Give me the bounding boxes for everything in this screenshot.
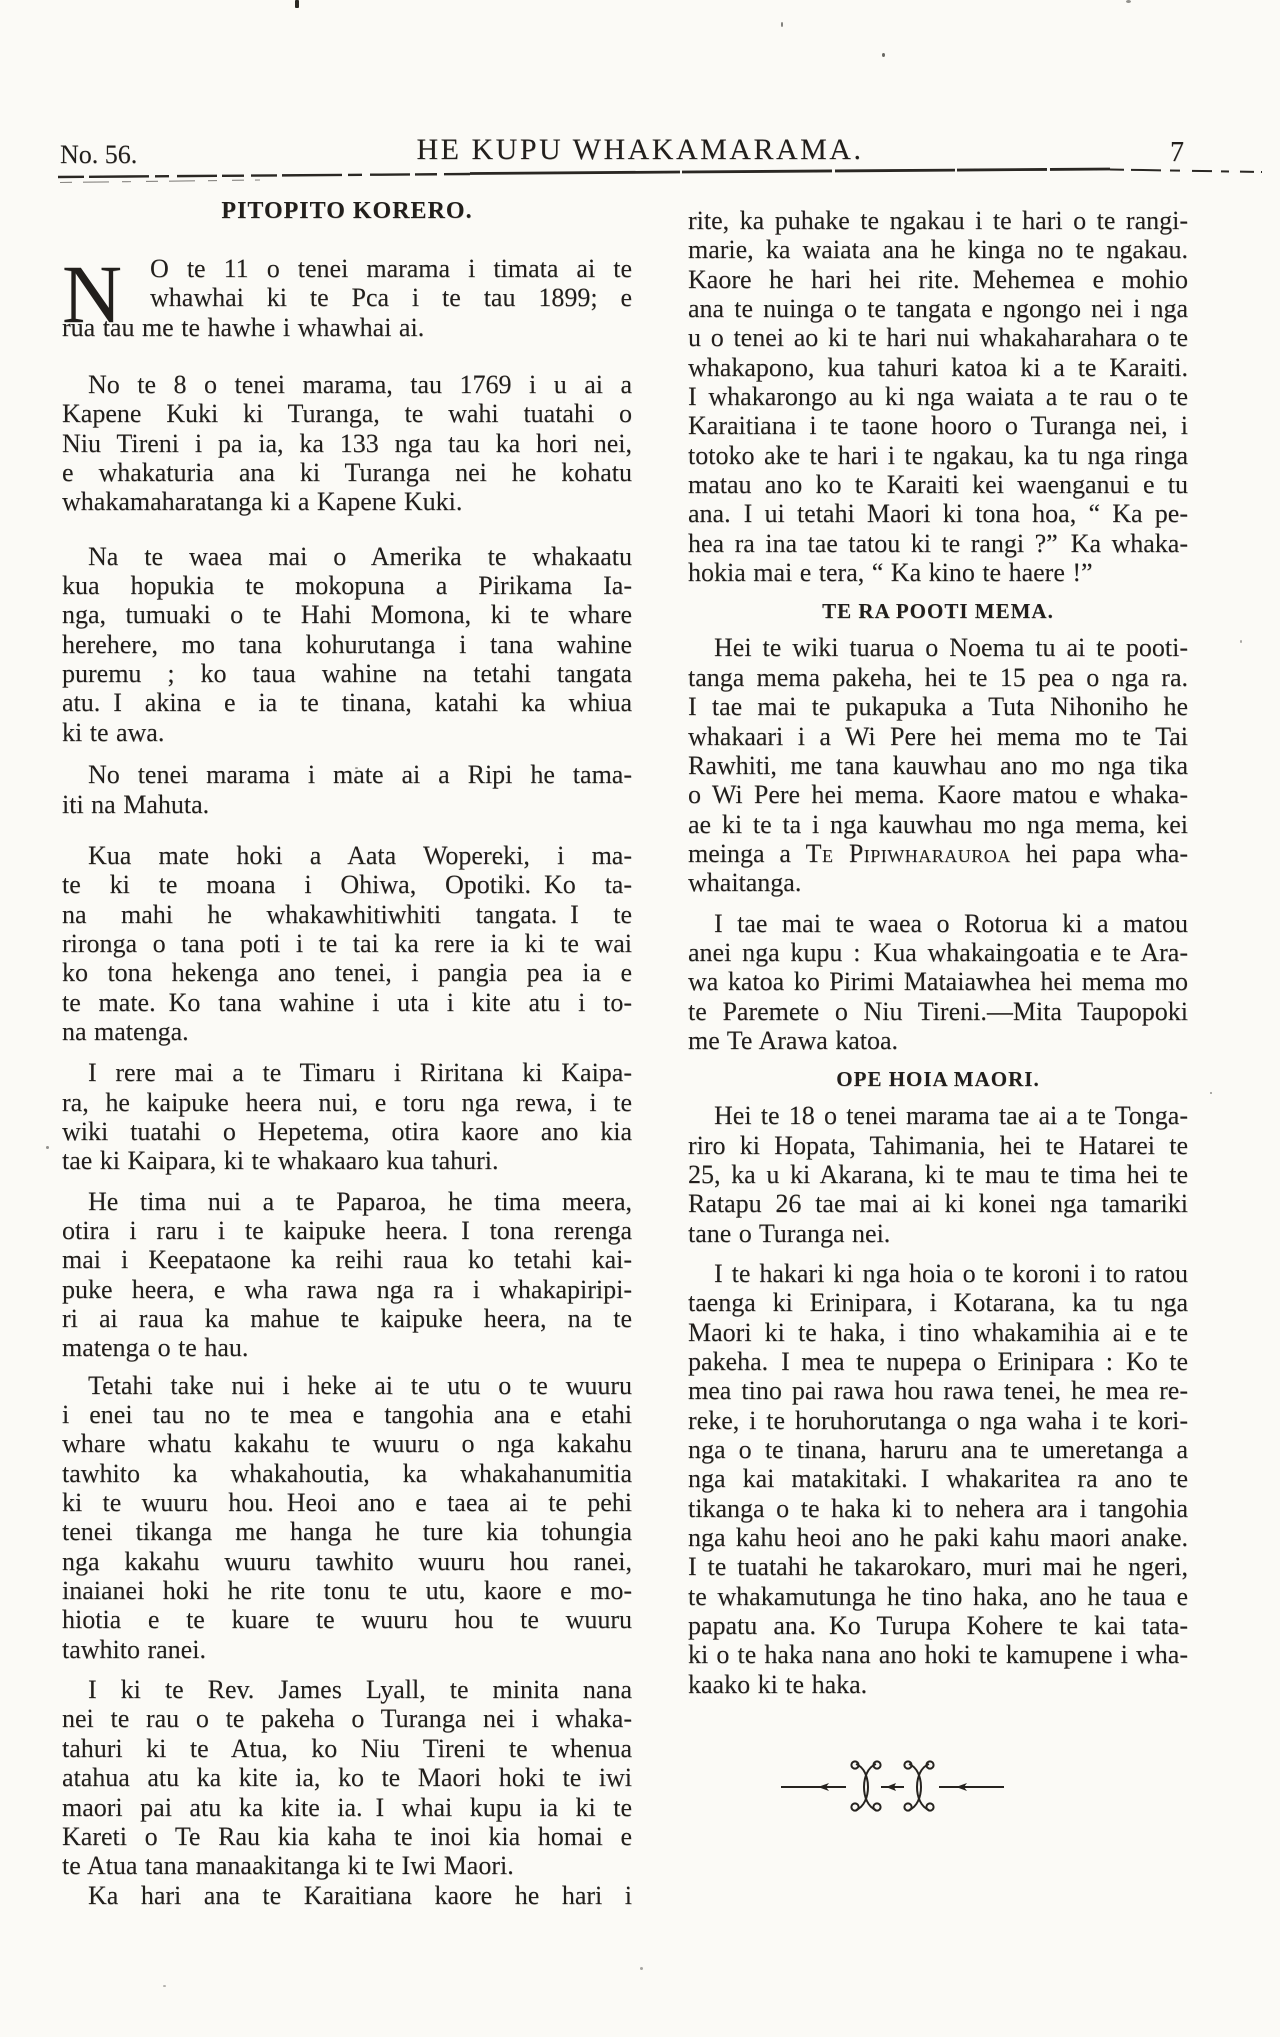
text-line: Karaitiana i te taone hooro o Turanga nei, i xyxy=(688,411,1188,441)
text-line: wiki tuatahi o Hepetema, otira kaore ano kia xyxy=(62,1116,632,1146)
right-column-body xyxy=(688,206,1188,1699)
text-line: Maori ki te haka, i tino whakamihia ai e te xyxy=(688,1317,1188,1347)
text-line: meinga a Te Pipiwharauroa hei papa wha- xyxy=(688,838,1188,868)
text-line: kua hopukia te mokopuna a Pirikama Ia- xyxy=(62,571,632,601)
text-line: ana te nuinga o te tangata e ngongo nei i nga xyxy=(688,294,1188,324)
paragraph xyxy=(62,1371,632,1664)
paragraph xyxy=(62,542,632,747)
text-line: atahua atu ka kite ia, ko te Maori hoki te iwi xyxy=(62,1763,632,1793)
text-line: I rere mai a te Timaru i Riritana ki Kaipa- xyxy=(88,1058,632,1088)
text-line: matenga o te hau. xyxy=(62,1333,249,1363)
print-speck xyxy=(46,1146,49,1149)
text-line: hiotia e te kuare te wuuru hou te wuuru xyxy=(62,1605,632,1635)
text-line: ana. I ui tetahi Maori ki tona hoa, “ Ka pe- xyxy=(688,499,1188,529)
section-heading: OPE HOIA MAORI. xyxy=(836,1067,1040,1092)
text-line: tikanga o te haka ki to nehera ara i tangohia xyxy=(688,1493,1188,1523)
text-line: u o tenei ao ki te hari nui whakaharahara o te xyxy=(688,323,1188,353)
fleuron-ornament-icon xyxy=(780,1757,1005,1815)
text-line: Niu Tireni i pa ia, ka 133 nga tau ka hori nei, xyxy=(62,428,632,458)
text-line: ki te awa. xyxy=(62,717,165,747)
text-line: te Atua tana manaakitanga ki te Iwi Maori. xyxy=(62,1851,514,1881)
text-line: wa katoa ko Pirimi Mataiawhea hei mema mo xyxy=(688,967,1188,997)
paragraph xyxy=(62,1187,632,1363)
text-line: whare whatu kakahu te wuuru o nga kakahu xyxy=(62,1429,632,1459)
left-column-body xyxy=(62,248,632,1910)
text-line: mea tino pai rawa hou rawa tenei, he mea re- xyxy=(688,1376,1188,1406)
text-line: tawhito ranei. xyxy=(62,1634,206,1664)
text-line: tahuri ki te Atua, ko Niu Tireni te whenua xyxy=(62,1733,632,1763)
text-line: me Te Arawa katoa. xyxy=(688,1025,899,1055)
text-line: Kaore he hari hei rite. Mehemea e mohio xyxy=(688,264,1188,294)
text-line: atu. I akina e ia te tinana, katahi ka whiua xyxy=(62,688,632,718)
text-line: nga, tumuaki o te Hahi Momona, ki te whare xyxy=(62,600,632,630)
print-speck xyxy=(355,767,358,769)
print-speck xyxy=(1240,640,1242,643)
text-line: te Paremete o Niu Tireni.—Mita Taupopoki xyxy=(688,996,1188,1026)
text-line: whakamaharatanga ki a Kapene Kuki. xyxy=(62,487,463,517)
text-line: hokia mai e tera, “ Ka kino te haere !” xyxy=(688,558,1093,588)
text-line: Hei te wiki tuarua o Noema tu ai te pooti- xyxy=(714,633,1188,663)
text-line: otira i raru i te kaipuke heera. I tona rerenga xyxy=(62,1215,632,1245)
print-speck xyxy=(295,0,299,8)
paragraph xyxy=(62,248,632,342)
paragraph xyxy=(688,1101,1188,1248)
text-line: tane o Turanga nei. xyxy=(688,1218,891,1248)
text-line: marie, ka waiata ana he kinga no te ngakau. xyxy=(688,235,1188,265)
text-line: tanga mema pakeha, hei te 15 pea o nga ra. xyxy=(688,662,1188,692)
text-line: No tenei marama i mate ai a Ripi he tama- xyxy=(88,760,632,790)
section-heading: TE RA POOTI MEMA. xyxy=(822,599,1054,624)
text-line: No te 8 o tenei marama, tau 1769 i u ai a xyxy=(88,370,632,400)
text-line: totoko ake te hari i te ngakau, ka tu nga ringa xyxy=(688,440,1188,470)
paragraph xyxy=(688,1259,1188,1699)
text-line: I tae mai te pukapuka a Tuta Nihoniho he xyxy=(688,692,1188,722)
print-speck xyxy=(781,22,783,27)
text-line: kaako ki te haka. xyxy=(688,1669,868,1699)
text-line: nga kahu heoi ano he paki kahu maori anake. xyxy=(688,1523,1188,1553)
paragraph xyxy=(688,633,1188,897)
text-line: tae ki Kaipara, ki te whakaaro kua tahuri. xyxy=(62,1146,499,1176)
text-line: whaitanga. xyxy=(688,868,802,898)
paragraph xyxy=(62,1881,632,1910)
text-line: papatu ana. Ko Turupa Kohere te kai tata- xyxy=(688,1611,1188,1641)
text-line: tawhito ka whakahoutia, ka whakahanumitia xyxy=(62,1458,632,1488)
text-line: na mahi he whakawhitiwhiti tangata. I te xyxy=(62,899,632,929)
text-line: nei te rau o te pakeha o Turanga nei i whaka- xyxy=(62,1704,632,1734)
text-line: nga o te tinana, haruru ana te umeretanga a xyxy=(688,1435,1188,1465)
text-line: maori pai atu ka kite ia. I whai kupu ia ki te xyxy=(62,1792,632,1822)
text-line: ae ki te ta i nga kauwhau mo nga mema, kei xyxy=(688,809,1188,839)
text-line: Kapene Kuki ki Turanga, te wahi tuatahi o xyxy=(62,399,632,429)
text-line: ko tona hekenga ano tenei, i pangia pea ia e xyxy=(62,958,632,988)
text-line: o Wi Pere hei mema. Kaore matou e whaka- xyxy=(688,780,1188,810)
text-line: nga kai matakitaki. I whakaritea ra ano te xyxy=(688,1464,1188,1494)
text-line: I ki te Rev. James Lyall, te minita nana xyxy=(88,1675,632,1705)
text-line: mai i Keepataone ka reihi raua ko tetahi kai- xyxy=(62,1245,632,1275)
text-line: nga kakahu wuuru tawhito wuuru hou ranei, xyxy=(62,1546,632,1576)
text-line: anei nga kupu : Kua whakaingoatia e te Ara- xyxy=(688,937,1188,967)
text-line: rironga o tana poti i te tai ka rere ia ki te wai xyxy=(62,928,632,958)
text-line: whawhai ki te Pca i te tau 1899; e xyxy=(150,283,632,313)
text-line: whakapono, kua tahuri katoa ki a te Karaiti. xyxy=(688,352,1188,382)
text-line: He tima nui a te Paparoa, he tima meera, xyxy=(88,1186,632,1216)
text-line: te mate. Ko tana wahine i uta i kite atu i to- xyxy=(62,987,632,1017)
text-line: inaianei hoki he rite tonu te utu, kaore e mo- xyxy=(62,1576,632,1606)
drop-cap: N xyxy=(62,248,122,340)
paragraph xyxy=(688,909,1188,1056)
text-line: iti na Mahuta. xyxy=(62,789,210,819)
print-speck xyxy=(163,1985,166,1987)
text-line: tenei tikanga me hanga he ture kia tohungia xyxy=(62,1517,632,1547)
print-speck xyxy=(882,53,885,57)
text-line: te ki te moana i Ohiwa, Opotiki. Ko ta- xyxy=(62,870,632,900)
print-speck xyxy=(1210,1092,1212,1094)
text-line: ra, he kaipuke heera nui, e toru nga rewa, i te xyxy=(62,1087,632,1117)
print-speck xyxy=(1126,0,1131,3)
text-line: riro ki Hopata, Tahimania, hei te Hatarei te xyxy=(688,1130,1188,1160)
text-line: te whakamutunga he tino haka, ano he taua e xyxy=(688,1581,1188,1611)
text-line: ki te wuuru hou. Heoi ano e taea ai te pehi xyxy=(62,1488,632,1518)
paragraph xyxy=(62,1058,632,1175)
print-speck xyxy=(640,1967,643,1970)
header-rule xyxy=(0,0,1280,200)
paragraph xyxy=(62,841,632,1046)
text-line: Ka hari ana te Karaitiana kaore he hari i xyxy=(88,1880,632,1910)
text-line: Kareti o Te Rau kia kaha te inoi kia homai e xyxy=(62,1821,632,1851)
paragraph xyxy=(62,370,632,517)
text-line: i enei tau no te mea e tangohia ana e etahi xyxy=(62,1400,632,1430)
text-line: whakaari i a Wi Pere hei mema mo te Tai xyxy=(688,721,1188,751)
text-line: na matenga. xyxy=(62,1016,189,1046)
text-line: rite, ka puhake te ngakau i te hari o te rangi- xyxy=(688,206,1188,235)
text-line: Kua mate hoki a Aata Wopereki, i ma- xyxy=(88,840,632,870)
text-line: I te hakari ki nga hoia o te koroni i to ratou xyxy=(714,1259,1188,1288)
text-line: pakeha. I mea te nupepa o Erinipara : Ko te xyxy=(688,1347,1188,1377)
issue-number: No. 56. xyxy=(60,140,138,169)
text-line: puke heera, e wha rawa nga ra i whakapiripi- xyxy=(62,1274,632,1304)
text-line: Tetahi take nui i heke ai te utu o te wuuru xyxy=(88,1370,632,1400)
text-line: I tae mai te waea o Rotorua ki a matou xyxy=(714,908,1188,938)
paragraph xyxy=(688,206,1188,587)
text-line: Rawhiti, me tana kauwhau ano mo nga tika xyxy=(688,750,1188,780)
text-line: I te tuatahi he takarokaro, muri mai he ngeri, xyxy=(688,1552,1188,1582)
page-number: 7 xyxy=(1170,137,1184,168)
masthead-title: HE KUPU WHAKAMARAMA. xyxy=(416,133,864,166)
right-column xyxy=(688,206,1188,1822)
text-line: hea ra ina tae tatou ki te rangi ?” Ka whaka- xyxy=(688,528,1188,558)
section-heading: PITOPITO KORERO. xyxy=(221,198,473,224)
text-line: I whakarongo au ki nga waiata a te rau o te xyxy=(688,382,1188,412)
text-line: Hei te 18 o tenei marama tae ai a te Tonga- xyxy=(714,1101,1188,1131)
text-line: O te 11 o tenei marama i timata ai te xyxy=(150,254,632,283)
text-line: herehere, mo tana kohurutanga i tana wahine xyxy=(62,629,632,659)
text-line: ri ai raua ka mahue te kaipuke heera, na te xyxy=(62,1304,632,1333)
left-column xyxy=(62,198,632,1910)
text-line: reke, i te horuhorutanga o nga waha i te kori- xyxy=(688,1405,1188,1435)
text-line: puremu ; ko taua wahine na tetahi tangata xyxy=(62,659,632,689)
text-line: Na te waea mai o Amerika te whakaatu xyxy=(88,541,632,571)
text-line: e whakaturia ana ki Turanga nei he kohatu xyxy=(62,458,632,488)
text-line: rua tau me te hawhe i whawhai ai. xyxy=(62,312,425,342)
paragraph xyxy=(62,760,632,819)
text-line: taenga ki Erinipara, i Kotarana, ka tu nga xyxy=(688,1288,1188,1318)
text-line: Ratapu 26 tae mai ai ki konei nga tamariki xyxy=(688,1189,1188,1219)
text-line: ki o te haka nana ano hoki te kamupene i wha- xyxy=(688,1640,1188,1670)
journal-title-smallcaps: Te Pipiwharauroa xyxy=(805,838,1011,868)
paragraph xyxy=(62,1675,632,1880)
text-line: matau ano ko te Karaiti kei waenganui e tu xyxy=(688,470,1188,500)
text-line: 25, ka u ki Akarana, ki te mau te tima hei te xyxy=(688,1159,1188,1189)
